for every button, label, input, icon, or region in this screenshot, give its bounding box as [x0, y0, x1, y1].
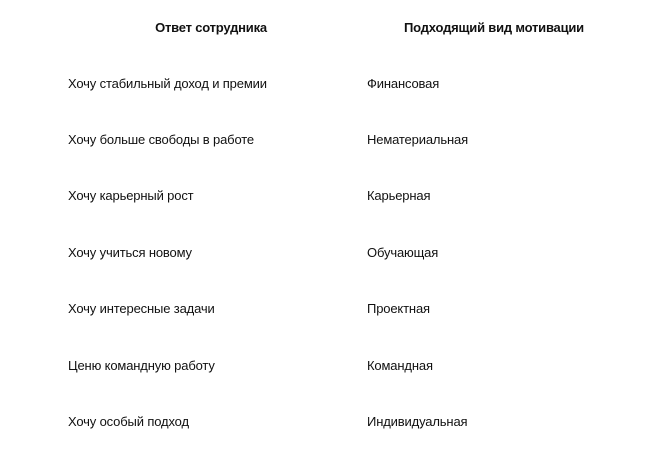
- table-row: [0, 130, 671, 150]
- motivation-type-cell: Обучающая: [367, 245, 439, 260]
- header-motivation-type: Подходящий вид мотивации: [404, 20, 584, 35]
- motivation-type-cell: Карьерная: [367, 188, 431, 203]
- employee-response-cell: Хочу больше свободы в работе: [68, 132, 255, 147]
- motivation-type-cell: Финансовая: [367, 76, 440, 91]
- employee-response-cell: Хочу карьерный рост: [68, 188, 194, 203]
- table-row: [0, 74, 671, 94]
- table-row: [0, 243, 671, 263]
- motivation-type-cell: Индивидуальная: [367, 414, 468, 429]
- employee-response-cell: Хочу особый подход: [68, 414, 189, 429]
- motivation-type-cell: Командная: [367, 358, 433, 373]
- table-row: [0, 299, 671, 319]
- employee-response-cell: Хочу стабильный доход и премии: [68, 76, 267, 91]
- table-row: [0, 412, 671, 432]
- employee-response-cell: Хочу интересные задачи: [68, 301, 215, 316]
- motivation-type-cell: Проектная: [367, 301, 430, 316]
- employee-response-cell: Ценю командную работу: [68, 358, 215, 373]
- employee-response-cell: Хочу учиться новому: [68, 245, 192, 260]
- table-row: [0, 186, 671, 206]
- header-employee-response: Ответ сотрудника: [155, 20, 267, 35]
- motivation-type-cell: Нематериальная: [367, 132, 468, 147]
- table-row: [0, 356, 671, 376]
